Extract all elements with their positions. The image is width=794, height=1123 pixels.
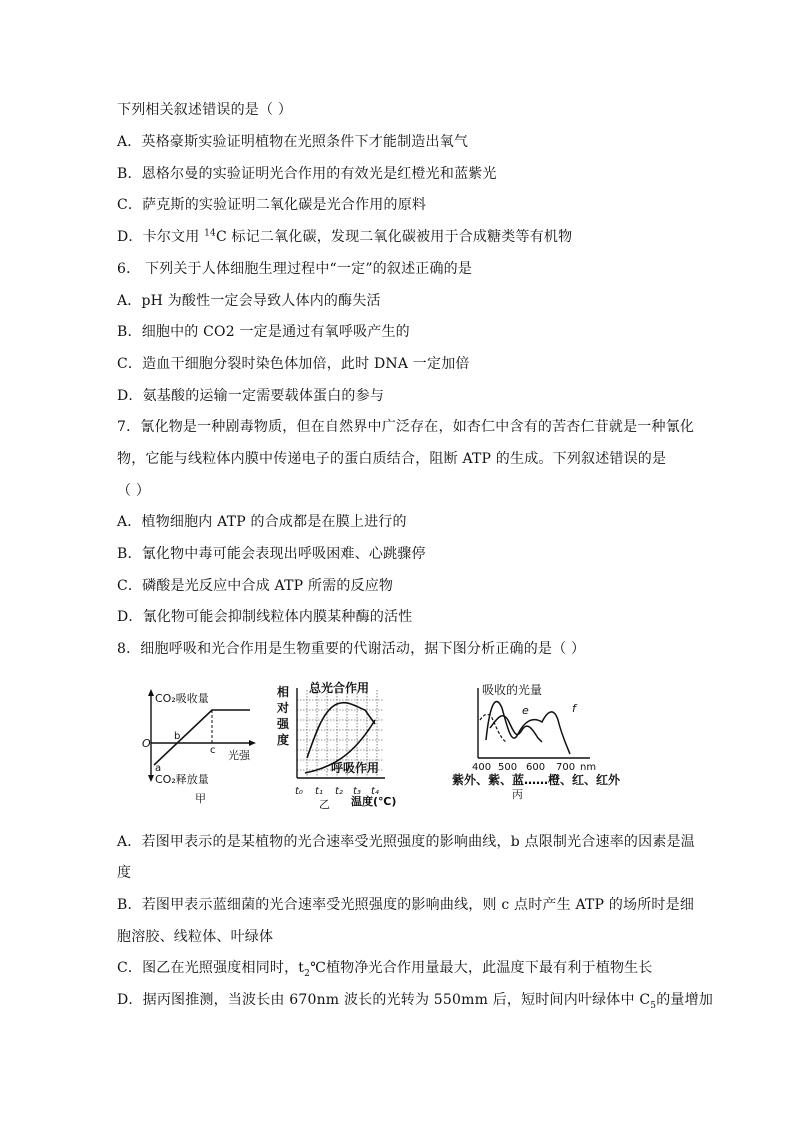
text-line: 下列相关叙述错误的是（ ） — [117, 102, 293, 118]
text-line: A．植物细胞内 ATP 的合成都是在膜上进行的 — [117, 514, 407, 530]
superscript: 14 — [204, 228, 216, 239]
text-line: D．氰化物可能会抑制线粒体内膜某种酶的活性 — [117, 609, 413, 625]
y-label-char-2: 对 — [277, 701, 290, 715]
caption-yi: 乙 — [319, 798, 330, 810]
text-segment: C．图乙在光照强度相同时，t — [117, 960, 305, 976]
text-segment: D．据丙图推测，当波长由 670nm 波长的光转为 550mm 后，短时间内叶绿体中 C — [117, 992, 651, 1008]
color-spectrum-label: 紫外、紫、蓝……橙、红、红外 — [452, 773, 621, 787]
tick-400: 400 — [472, 762, 492, 773]
y-label-char-4: 度 — [277, 733, 290, 747]
x-axis-label: 温度(℃) — [351, 795, 397, 808]
tick-nm: nm — [580, 762, 597, 773]
y-axis-arrow-down — [148, 775, 154, 782]
option-line — [117, 959, 653, 977]
figure-bing — [450, 680, 650, 800]
text-line: A．英格豪斯实验证明植物在光照条件下才能制造出氧气 — [117, 134, 469, 150]
option-line — [117, 991, 713, 1009]
text-line: B．细胞中的 CO2 一定是通过有氧呼吸产生的 — [117, 324, 410, 340]
y-axis-label: 吸收的光量 — [482, 683, 543, 697]
figure-jia — [140, 683, 260, 808]
subscript: 2 — [304, 968, 311, 979]
point-a: a — [155, 763, 162, 774]
text-line: （ ） — [117, 483, 151, 499]
caption-bing: 丙 — [512, 788, 523, 800]
x-axis-label: 光强 — [228, 749, 250, 762]
text-line: B．恩格尔曼的实验证明光合作用的有效光是红橙光和蓝紫光 — [117, 166, 497, 182]
text-line — [117, 228, 572, 246]
caption-jia: 甲 — [195, 792, 206, 805]
text-segment: ℃植物净光合作用量最大，此温度下最有利于植物生长 — [310, 960, 653, 976]
text-line: D．氨基酸的运输一定需要载体蛋白的参与 — [117, 388, 385, 404]
text-line: C．造血干细胞分裂时染色体加倍，此时 DNA 一定加倍 — [117, 356, 470, 372]
text-line: C．萨克斯的实验证明二氧化碳是光合作用的原料 — [117, 197, 427, 213]
tick-t2: t₂ — [335, 786, 343, 797]
point-b: b — [174, 731, 181, 742]
option-line: 度 — [117, 865, 132, 881]
origin-label: O — [142, 737, 151, 750]
tick-t4: t₄ — [371, 786, 379, 797]
option-line: 胞溶胶、线粒体、叶绿体 — [117, 929, 274, 945]
total-photosynthesis-curve — [307, 703, 375, 758]
option-line: A．若图甲表示的是某植物的光合速率受光照强度的影响曲线，b 点限制光合速率的因素是温 — [117, 834, 695, 850]
respiration-label: 呼吸作用 — [331, 761, 380, 775]
text-line: B．氰化物中毒可能会表现出呼吸困难、心跳骤停 — [117, 546, 426, 562]
tick-700: 700 — [556, 762, 576, 773]
curve-e-dashed — [480, 714, 506, 742]
text-segment: D．卡尔文用 — [117, 229, 205, 245]
tick-500: 500 — [498, 762, 518, 773]
text-line: 6． 下列关于人体细胞生理过程中“一定”的叙述正确的是 — [117, 261, 473, 277]
tick-t1: t₁ — [315, 786, 323, 797]
text-segment: 的量增加 — [656, 992, 714, 1008]
option-line: B．若图甲表示蓝细菌的光合速率受光照强度的影响曲线，则 c 点时产生 ATP 的场所时是细 — [117, 897, 695, 913]
tick-600: 600 — [526, 762, 546, 773]
y-bottom-label: CO₂释放量 — [155, 773, 209, 786]
total-photosynthesis-label: 总光合作用 — [309, 681, 370, 695]
text-line: A．pH 为酸性一定会导致人体内的酶失活 — [117, 293, 381, 309]
text-line: C．磷酸是光反应中合成 ATP 所需的反应物 — [117, 578, 394, 594]
curve-e-label: e — [522, 704, 529, 717]
text-segment: C 标记二氧化碳，发现二氧化碳被用于合成糖类等有机物 — [215, 229, 573, 245]
y-top-label: CO₂吸收量 — [155, 692, 209, 705]
text-line: 8．细胞呼吸和光合作用是生物重要的代谢活动，据下图分析正确的是（ ） — [117, 641, 586, 657]
point-c: c — [210, 745, 216, 756]
subscript: 5 — [650, 1000, 657, 1011]
x-axis-arrow — [249, 740, 256, 746]
y-label-char-3: 强 — [277, 717, 290, 731]
text-line: 物，它能与线粒体内膜中传递电子的蛋白质结合，阻断 ATP 的生成。下列叙述错误的是 — [117, 451, 667, 467]
y-axis-arrow — [148, 689, 154, 696]
y-label-char-1: 相 — [277, 685, 290, 699]
tick-t3: t₃ — [353, 786, 361, 797]
tick-t0: t₀ — [295, 786, 303, 797]
text-line: 7．氰化物是一种剧毒物质，但在自然界中广泛存在，如杏仁中含有的苦杏仁苷就是一种氰化 — [117, 419, 695, 435]
curve-f-label: f — [572, 702, 576, 715]
figure-yi — [275, 680, 405, 810]
